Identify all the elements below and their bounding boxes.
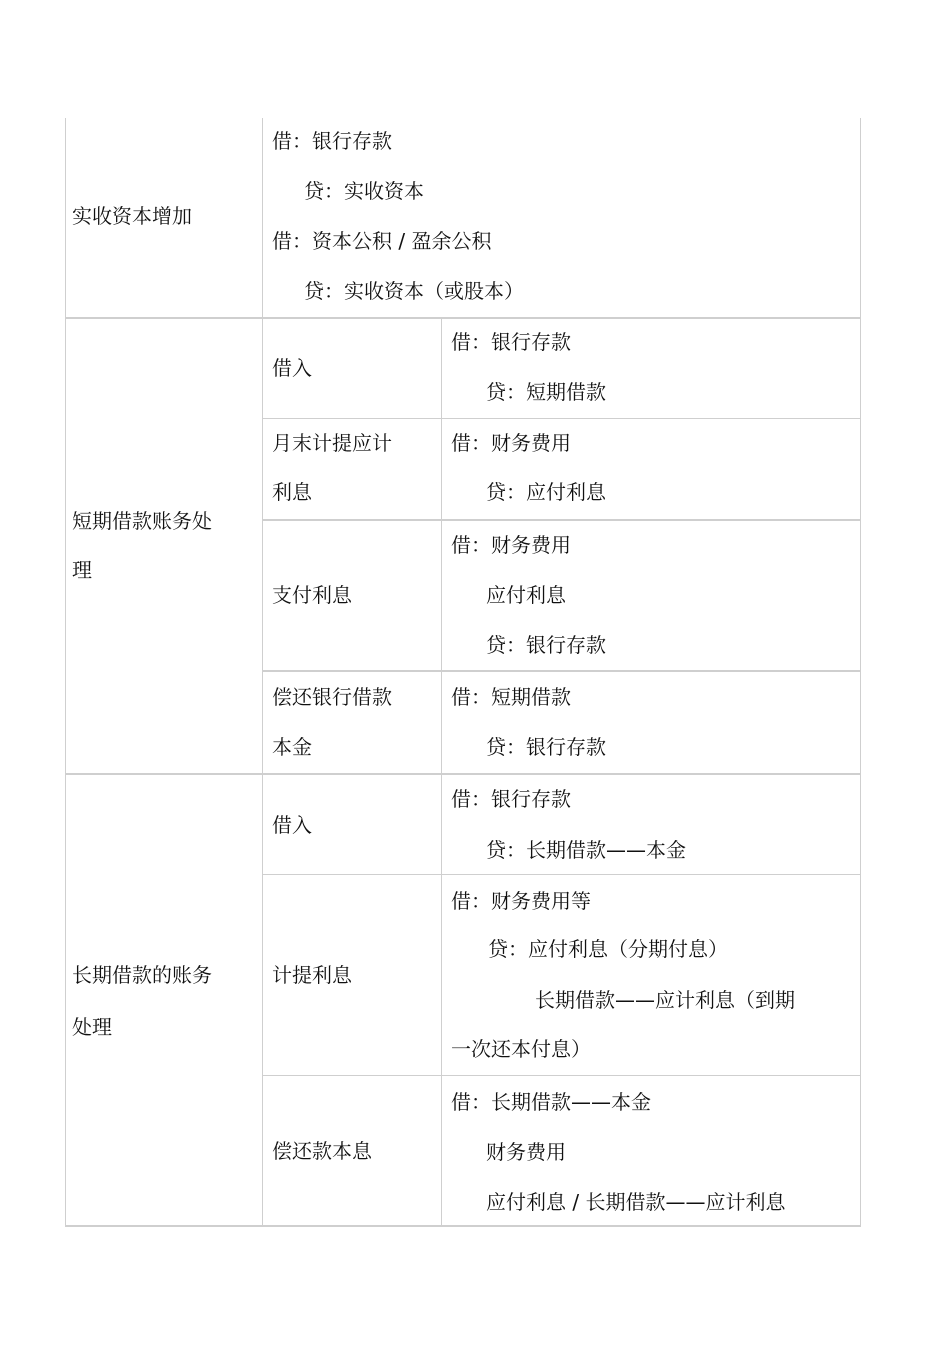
entry-line: 贷：短期借款 <box>486 380 606 404</box>
entry-line: 应付利息 <box>486 583 566 607</box>
sub-label-cell <box>263 419 441 519</box>
sub-label: 偿还银行借款 <box>272 685 392 709</box>
sub-entry-cell <box>442 775 860 874</box>
entry-line: 长期借款——应计利息（到期 <box>535 988 795 1012</box>
sub-label: 支付利息 <box>272 583 352 607</box>
table-border-bottom <box>65 1225 861 1227</box>
topic-label: 理 <box>72 558 92 582</box>
sub-label: 计提利息 <box>272 963 352 987</box>
sub-label: 借入 <box>272 356 312 380</box>
topic-cell-paid-in-capital <box>65 118 262 318</box>
sub-entry-cell <box>442 419 860 519</box>
topic-label: 长期借款的账务 <box>72 963 212 987</box>
sub-label: 月末计提应计 <box>272 431 392 455</box>
entry-line: 贷：实收资本 <box>304 179 424 203</box>
entry-line: 贷：长期借款——本金 <box>486 838 686 862</box>
entry-line: 借：银行存款 <box>451 787 571 811</box>
sub-entry-cell <box>442 319 860 418</box>
entry-line: 贷：实收资本（或股本） <box>304 279 524 303</box>
sub-label: 利息 <box>272 480 312 504</box>
topic-cell-short-term-loan <box>65 319 262 773</box>
entry-line: 借：资本公积 / 盈余公积 <box>272 229 492 253</box>
topic-label: 短期借款账务处 <box>72 509 212 533</box>
entry-line: 贷：应付利息 <box>486 480 606 504</box>
entry-line: 借：财务费用等 <box>451 889 591 913</box>
entry-line: 借：长期借款——本金 <box>451 1090 651 1114</box>
entry-line: 借：银行存款 <box>451 330 571 354</box>
entry-line: 财务费用 <box>486 1140 566 1164</box>
table-border-right <box>860 118 861 1227</box>
sub-entry-cell <box>442 672 860 773</box>
sub-label-cell <box>263 1076 441 1225</box>
entry-line: 贷：应付利息（分期付息） <box>488 937 728 961</box>
sub-label: 借入 <box>272 813 312 837</box>
entry-cell-paid-in-capital <box>263 118 860 318</box>
sub-entry-cell <box>442 875 860 1075</box>
sub-entry-cell <box>442 1076 860 1225</box>
entry-line: 借：短期借款 <box>451 685 571 709</box>
topic-label: 处理 <box>72 1015 112 1039</box>
entry-line: 贷：银行存款 <box>486 735 606 759</box>
entry-line: 贷：银行存款 <box>486 633 606 657</box>
sub-label: 偿还款本息 <box>272 1139 372 1163</box>
sub-label-cell <box>263 521 441 670</box>
entry-line: 借：银行存款 <box>272 129 392 153</box>
topic-cell-long-term-loan <box>65 775 262 1225</box>
entry-line: 借：财务费用 <box>451 431 571 455</box>
sub-label: 本金 <box>272 735 312 759</box>
sub-label-cell <box>263 319 441 418</box>
entry-line: 一次还本付息） <box>451 1037 591 1061</box>
sub-label-cell <box>263 775 441 874</box>
topic-label: 实收资本增加 <box>72 204 192 228</box>
entry-line: 应付利息 / 长期借款——应计利息 <box>486 1190 786 1214</box>
journal-entry-table <box>65 118 861 1227</box>
sub-entry-cell <box>442 521 860 670</box>
sub-label-cell <box>263 875 441 1075</box>
entry-line: 借：财务费用 <box>451 533 571 557</box>
sub-label-cell <box>263 672 441 773</box>
